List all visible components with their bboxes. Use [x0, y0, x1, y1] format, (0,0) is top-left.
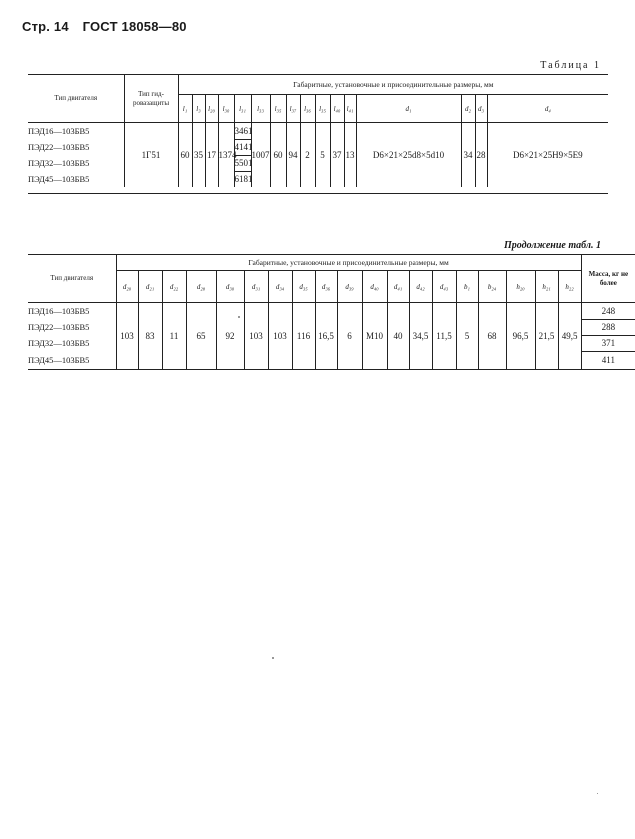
- table2-caption: Продолжение табл. 1: [503, 240, 601, 251]
- column-header: l₁: [178, 95, 192, 123]
- scan-speck: [272, 657, 274, 659]
- value-cell: 65: [186, 303, 216, 370]
- column-header: d₃₆: [315, 271, 337, 303]
- column-header: l₃₃: [251, 95, 270, 123]
- column-header: d₄₀: [362, 271, 387, 303]
- column-header: l₃₇: [286, 95, 300, 123]
- value-cell: 34,5: [409, 303, 432, 370]
- value-cell: 16,5: [315, 303, 337, 370]
- value-cell: 21,5: [535, 303, 558, 370]
- column-header: d₂₂: [162, 271, 186, 303]
- table-row: [28, 123, 608, 140]
- value-cell: 60: [270, 123, 286, 188]
- value-cell: 49,5: [558, 303, 581, 370]
- value-cell: 83: [138, 303, 162, 370]
- value-cell: 3461: [234, 123, 251, 140]
- dimensions-group-header: Габаритные, установочные и присоединительные размеры, мм: [178, 75, 608, 95]
- value-cell: 17: [205, 123, 218, 188]
- standard-number: ГОСТ 18058—80: [82, 19, 187, 34]
- value-cell: 1374: [218, 123, 234, 188]
- engine-type-cell: ПЭД45—103БВ5: [28, 174, 90, 184]
- engine-type-cell: ПЭД32—103БВ5: [28, 158, 90, 168]
- value-cell: 96,5: [506, 303, 535, 370]
- column-header: d₃₄: [268, 271, 292, 303]
- value-cell: 37: [330, 123, 344, 188]
- value-cell: 11,5: [432, 303, 456, 370]
- column-header: d₃₀: [216, 271, 244, 303]
- column-header: l₃₀: [218, 95, 234, 123]
- value-cell: 40: [387, 303, 409, 370]
- column-header: d₃: [475, 95, 487, 123]
- column-header: h₂₂: [558, 271, 581, 303]
- column-header: l₃₅: [315, 95, 330, 123]
- column-header: l₃₁: [234, 95, 251, 123]
- value-cell: 1007: [251, 123, 270, 188]
- mass-cell: 248: [581, 303, 635, 320]
- value-cell: 103: [116, 303, 138, 370]
- column-header: d₄: [487, 95, 608, 123]
- column-header: d₃₉: [337, 271, 362, 303]
- value-cell: 5501: [234, 155, 251, 171]
- value-cell: 4141: [234, 139, 251, 155]
- engine-type-cell: ПЭД45—103БВ5: [28, 355, 90, 365]
- column-header: b₂₄: [478, 271, 506, 303]
- value-cell: 5: [456, 303, 478, 370]
- value-cell: 103: [244, 303, 268, 370]
- column-header: d₄₃: [432, 271, 456, 303]
- column-header: b₁: [456, 271, 478, 303]
- value-cell: M10: [362, 303, 387, 370]
- value-cell: 6: [337, 303, 362, 370]
- column-header: l₄₁: [344, 95, 356, 123]
- engine-type-cell: ПЭД16—103БВ5: [28, 126, 90, 136]
- value-cell: 116: [292, 303, 315, 370]
- value-cell: 2: [300, 123, 315, 188]
- value-cell: D6×21×25d8×5d10: [356, 123, 461, 188]
- column-header: d₁: [356, 95, 461, 123]
- value-cell: 103: [268, 303, 292, 370]
- mass-header: Масса, кг не более: [581, 255, 635, 303]
- engine-type-header: Тип двигателя: [28, 255, 116, 303]
- page-header: [22, 19, 187, 34]
- column-header: d₂₈: [186, 271, 216, 303]
- value-cell: 5: [315, 123, 330, 188]
- column-header: d₄₂: [409, 271, 432, 303]
- column-header: l₄₀: [330, 95, 344, 123]
- value-cell: 6181: [234, 171, 251, 187]
- dimensions-group-header: Габаритные, установочные и присоединительные размеры, мм: [116, 255, 581, 271]
- column-header: d₄₁: [387, 271, 409, 303]
- column-header: l₃: [192, 95, 205, 123]
- column-header: d₃₅: [292, 271, 315, 303]
- column-header: d₂₀: [116, 271, 138, 303]
- value-cell: 60: [178, 123, 192, 188]
- scan-speck: [597, 793, 598, 794]
- table1-caption: Таблица 1: [540, 60, 601, 71]
- column-header: d₃₁: [244, 271, 268, 303]
- column-header: l₃₆: [300, 95, 315, 123]
- value-cell: 92: [216, 303, 244, 370]
- value-cell: 28: [475, 123, 487, 188]
- engine-type-cell: ПЭД22—103БВ5: [28, 322, 90, 332]
- column-header: d₂₁: [138, 271, 162, 303]
- column-header: l₃₅: [270, 95, 286, 123]
- engine-type-cell: ПЭД16—103БВ5: [28, 306, 90, 316]
- engine-type-cell: ПЭД22—103БВ5: [28, 142, 90, 152]
- value-cell: 94: [286, 123, 300, 188]
- column-header: h₂₀: [506, 271, 535, 303]
- engine-type-header: Тип двигателя: [28, 75, 124, 123]
- scan-speck: [238, 316, 240, 318]
- column-header: d₂: [461, 95, 475, 123]
- value-cell: D6×21×25H9×5E9: [487, 123, 608, 188]
- protection-type-cell: 1Г51: [124, 123, 178, 188]
- column-header: l₂₀: [205, 95, 218, 123]
- dimensions-table-continued: [28, 254, 635, 370]
- value-cell: 68: [478, 303, 506, 370]
- mass-cell: 288: [581, 319, 635, 335]
- mass-cell: 411: [581, 351, 635, 370]
- column-header: h₂₁: [535, 271, 558, 303]
- protection-type-header: Тип гид-ровазащиты: [124, 75, 178, 123]
- value-cell: 13: [344, 123, 356, 188]
- value-cell: 11: [162, 303, 186, 370]
- table-row: [28, 303, 635, 320]
- dimensions-table: [28, 74, 608, 194]
- engine-type-cell: ПЭД32—103БВ5: [28, 338, 90, 348]
- value-cell: 34: [461, 123, 475, 188]
- mass-cell: 371: [581, 335, 635, 351]
- page-number: Стр. 14: [22, 19, 69, 34]
- value-cell: 35: [192, 123, 205, 188]
